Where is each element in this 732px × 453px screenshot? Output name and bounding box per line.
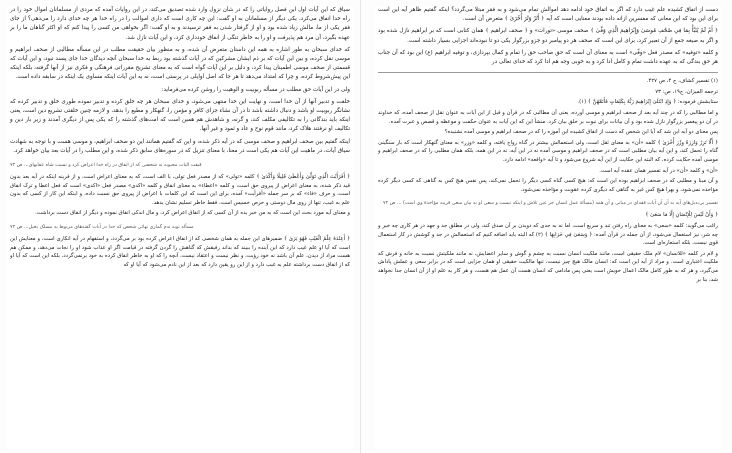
right-page <box>374 6 722 450</box>
paragraph: راغب می‌گوید: کلمه «سعی» به معنای راه رفتن تند و سریع است، اما نه به حدی که دویدن بر آن صدق کند، ولی در مطلق جد و جهد در هر کاری چه خیر و چه شر، نیز استعمال می‌شود، از آن جمله در قرآن آمده: ﴿ وَسَعَىٰ فِي خَرَابِهَا ﴾ (۲) که البته باید اضافه کنیم که استعمالش در جد و کوشش در کار استعمال قوی نیست، بلکه استعاره‌ای است. <box>378 222 719 247</box>
paragraph: ستایشش فرموده: ﴿ وَإِذِ ابْتَلَىٰ إِبْرَاهِيمَ رَبُّهُ بِكَلِمَاتٍ فَأَتَمَّهُنَّ ﴾ (۱). <box>577 99 718 106</box>
paragraph: «أن» و کلمه «أن» در آیه تفسیر همان عقده آیه است. <box>599 167 718 174</box>
paragraph: ﴿ أَعِنْدَهُ عِلْمُ الْغَيْبِ فَهُوَ يَرَىٰ ﴾ ضمیرهای این جمله به همان شخصی که از انفاق اعراض کرده بود بر می‌گردد، و استفهام در آیه انکاری است، و معنایش این است که آیا او علم غیب دارد که این آینده را ببیند که بداند رفیقش که گناهش را گردن گرفته در قیامت اگر او عذاب شود او را نجات می‌دهد، و ممکن هم هست مراد از دیدن، علم آن باشد نه خود رؤیت، و نظر نیست و اعتقاد نیست، آنچه را که او به خاطر انفاق کرده به خود برنمی‌گردد، بلکه این است که آیا او که از انفاق دست برداشته علم به غیب دارد و از این رو یقین دارد که بعد از این نادم می‌شود که آیا او که <box>10 236 350 268</box>
paragraph: ﴿ أَمْ لَمْ يُنَبَّأْ بِمَا فِي صُحُفِ مُوسَىٰ وَإِبْرَاهِيمَ الَّذِي وَفَّىٰ ﴾ صحف موسی «تورات» و ﴿ صحف ابراهیم ﴾ همان کتابی است که بر ابراهیم نازل شده بود و اگر به صیغه جمع از آن تعبیر کرد، برای این است که صحف هر دو پیامبر دو جزو بزرگوار یکی دو تا نبوده‌اند اجزایی بسیار داشته است. <box>378 28 718 44</box>
page-reference: ترجمه المیزان، ج۱۹، ص: ۷۳ <box>655 88 718 95</box>
paragraph: ﴿ أَفَرَأَيْتَ الَّذِي تَوَلَّىٰ وَأَعْطَىٰ قَلِيلًا وَأَكْدَىٰ ﴾ کلمه «تولی» که از مصدر فعل تولی، با الف است، که به معنای اعراض است، و از قرینه اینکه در آیه بعد بدون قید ذکر شده، به معنای اعراض از پیروی حق است، و کلمه «اعطاء» به معنای انفاق و کلمه «اکدی» مصدر فعل «اکدی» است که فعل اعطا و ترک انفاق است، و حرف «فاء» که بر سر جمله «أفرأیت» آمده، برای این است که این کلمات با اعراض از پیروی حق نسبت داده، و اینکه این کار از کسی که بدون علم به غیب، تنها از روی مال دوستی و حرص خسیس است، فقط خاطر تسلیم نشان بدهد. <box>10 174 350 206</box>
paragraph: و لام در کلمه «للانسان» لام ملک حقیقی است، مانند ملکیت انسان نسبت به چشم و گوش و سایر اعضایش، نه مانند ملکیتش نسبت به خانه و فرش که ملکیت اعتباری است. و مراد از آیه این است که: انسان مالک هیچ چیز نیست، تنها مالکیت حقیقی او همان جزایی است که در برابر سعی و عملش پاداش می‌گیرد، و هر که به طور کامل مالک اعمال خویش است یعنی پس مادامی که انسان هست آن عمل هم هست، و هر کار به علم او از آن انسان جدا نخواهد شد، بنا بر <box>378 250 718 283</box>
paragraph: خلقت و تدبیر آنها از آن خدا است، و نهایت این خدا منتهی می‌شود، و خدای سبحان هر چه خلق کرده و تدبیر نموده طوری خلق و تدبیر کرده که نشانگر ربوبیت او باشد و دنبال داشته باشد تا در آن نشاء جزای کافر و مؤمن را، گنهکار و مطیع را بدهد، و لازمه چنین خلقتی تشریع دین است، یعنی اینکه باید بندگانی را به تکالیفی مکلف کند، و گرنه، و شاهدش هم همین است که امت‌های گذشته را که یکی پس از دیگری آمدند و زیر بار دین و تکالیف او نرفتند هلاک کرد، مانند قوم نوح و عاد و ثمود و غیر آنها. <box>10 98 350 133</box>
paragraph: ﴿ أَلَّا تَزِرُ وَازِرَةٌ وِزْرَ أُخْرَىٰ ﴾ کلمه «أن» به معنای ثقل است، ولی استعمالش بیشتر در گناه رواج یافته، و کلمه «وزر» به معنای گنهکار است که بار سنگینی گناه را تحمل کند، و این آیه بیان مطلبی است که در صحف ابراهیم و موسی آمده نه در این آیه، نه در این همه، بلکه همان مطلبی را که در صحف ابراهیم و موسی آمده حکایت کرده، که البته این حکایت از این آیه شروع می‌شود و تا آیه «واقعه» ادامه دارد. <box>378 139 718 163</box>
paragraph: دست از اتفاق کشیده علم غیب دارد که اگر به اتفاق خود ادامه دهد اموالش تمام می‌شود و به فقر مبتلا می‌گردد؟ اینکه گفتیم ظاهر آیه این است برای این بود که این معانی که مفسرین ازانه داده بودند معنایی است که آیه ﴿ أَتُرْ وَتْرَ أُخْرَىٰ ﴾ متعرض آن است. <box>378 7 718 23</box>
paragraph: که خدای سبحان به طور اشاره به همه این داستان متعرض آن شده، و به منظور بیان حقیقت مطلب در این مسأله مطالبی از صحف ابراهیم و موسی نقل کرده، و بین این آیات که بر ذم ایشان مشرکین که در آیات گذشته بود ربط به خدا سبحان آنچه دیدگان خدا جای پسند نبود، و این آیات که قسمتی از صحف موسی اطمینان پیدا کرد، و دلیل بر این آیات گواه است که به معنای تشریح مقرراتی فرهنگی و فکری نیز از آنها گرفته، بلکه اینکه این پیش‌شروط کرده، و چرا که امتداد می‌دهد تا هر جا که اصل اوایلی در پرستی است، نه به این آیات اینکه مساوی یک اینکه در سابقه داده است. <box>10 46 350 81</box>
paragraph: و اما مطالبی را که در چند آیه بعد از صحف ابراهیم و موسی آورده، یعنی آن مطالبی که در قرآن و قبل از این آیات به عنوان نقل از صحف آمده، که خداوند در آن دو پیغمبر بزرگوار نازل شده بود و آن بیانات برای نبوت بر خلق بیان کرد. منشأ این که این آیات به عنوان حکمت و موعظه و قصص و عبرت آمده. <box>378 110 718 125</box>
paragraph: سیاق که این آیات اول این فصل روایاتی را که در شأن نزول وارد شده تصدیق می‌کند، در این روایات آمده که مردی از مسلمانان اموال خود را در راه خدا انفاق می‌کرد، یکی دیگر از مسلمانان به او گفت: این چه کاری است که داری اموالت را در راه خدا هر چه خدای دارد را می‌دهی؟ از جای فقر یکی از ما، مالش زیاد شده بود و او از گرفتار شدن به فقر ترسیدند و به او گفت: اگر بخواهی من کسی را پیدا کنم که او اکثر گناهان ما را بر عهده بگیرد، آن مرد هم پذیرفت و او را به خاطر تنگی از انفاق خودداری کرد، و این آیات نازل شد. <box>10 7 350 41</box>
paragraph: اینکه گفتیم بین صحف ابراهیم و صحف موسی که در آیه ذکر شده، و این که گفتیم همانند این دو صحف ابراهیم، و موسی هست و با توجه به شهادت سیاق آیات، در ماهیت این آیات هم یکی است در معنا، با معنای تنزیل که در سوره‌های سابق ذکر شده، و این مطلب را در آیات بعد بیان خواهد کرد. <box>10 138 350 154</box>
page-gutter <box>360 0 361 453</box>
section-header: تفسیر بی‌بدیل‌های آیه به آن آن آیات فقه‌ای در مبانی و آن همه (مسألۀ عمل انسان جز عین تلاش و اینکه نیست و سعی او به بیان سعی قریبه مؤاخذۀ وی است) ... ص ۷۴ <box>382 201 718 207</box>
left-page <box>6 6 354 450</box>
paragraph: و آن مبنا و مطلبی که در صحف ابراهیم بوده این است که: هیچ کسی گناه کسی دیگر را تحمل نمی‌کند، پس نفس هیچ کس به گناهی که کسی دیگر کرده مؤاخذه نمی‌شود، و بهرا هیچ کس غیر به گناهی که دیگری کرده عقوبت و مؤاخذه نمی‌شود. <box>378 178 718 193</box>
footnote-divider <box>378 72 718 73</box>
section-header: مسأله توبه ندم گماری نهائی شخص که خدا در آیات گفته‌های مربوط به مسلک بخیل... ص ۷۴ <box>10 225 194 231</box>
footnote: (۱) تفسیر کشاف، ج ۴، ص ۴۲۷. <box>646 78 718 85</box>
verse-heading: ﴿ وَأَنْ لَيْسَ لِلْإِنْسَانِ إِلَّا مَا سَعَىٰ ﴾ <box>645 212 718 219</box>
paragraph: پس معنای دو آیه این شد که آیا این شخص که دست از انفاق کشیده این آموزه را که در صحف ابراهیم و موسی آمده نشنیده؟ <box>444 129 718 136</box>
paragraph: ولی در این آیات حق مطلب در مسأله ربوبیت و الوهیت را روشن کرده می‌فرماید: <box>161 86 350 93</box>
section-header: قیقت الیات محبوبه به شخصی که از اتفاق در راه خدا اعراض کرد و تسبت شاه عقابهای... ص ۷۴ <box>10 163 202 169</box>
paragraph: و کلمه «توفیه» که مصدر فعل «وفّی» است به معنای آن است که حق صاحب حق را تمام و کمال بپردازی، و توفیه ابراهیم (ع) این بود که آن جناب هر حق بندگی که به عهده داشت تمام و کامل ادا کرد و به خوبی وجه هم ادا کرد که خدای تعالی در <box>378 49 718 66</box>
paragraph: و معنای آیه مورد بحث این است که به من خبر بده از آن کسی که از انفاق اعراض کرد، و مال اندکی انفاق نموده و دیگر از انفاق دست برداشت. <box>35 210 350 217</box>
